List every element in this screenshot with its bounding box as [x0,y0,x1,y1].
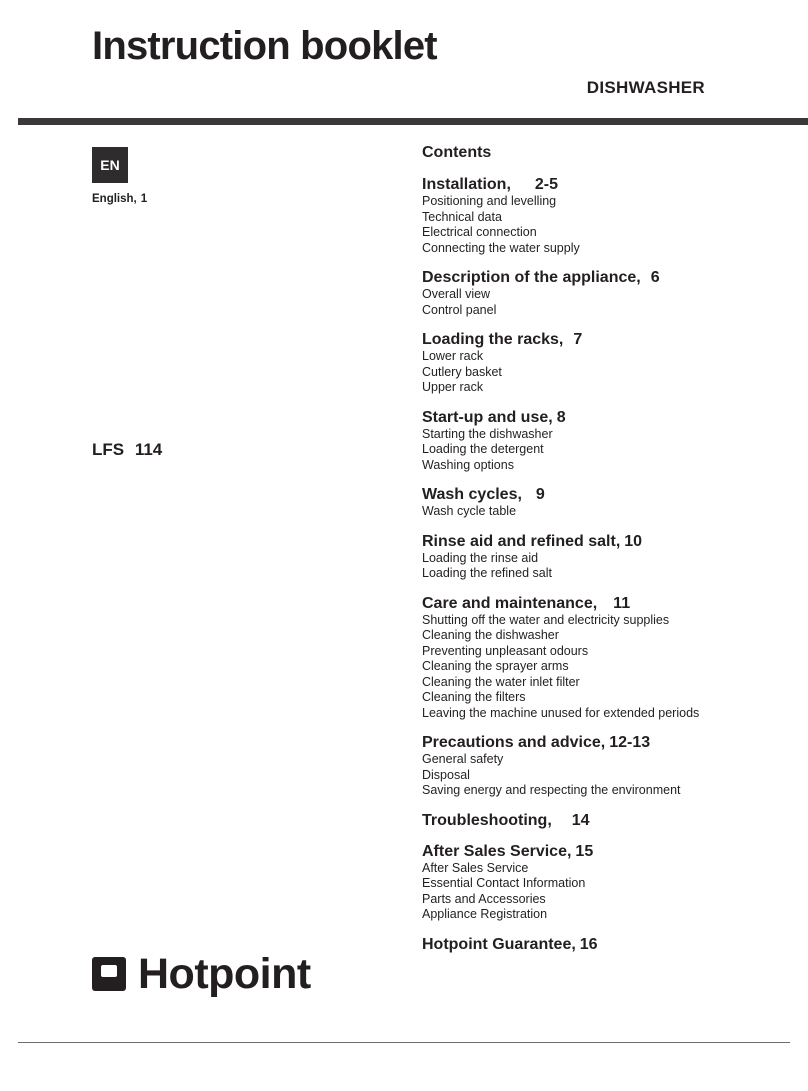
language-badge: EN [92,147,128,183]
section-page-number: 9 [535,486,545,503]
section-subitem: Parts and Accessories [422,891,546,906]
section-subitem: Upper rack [422,380,484,394]
section-subitem: Cleaning the sprayer arms [422,659,569,673]
section-title-text: Hotpoint Guarantee, [422,935,576,953]
section-title-text: Start-up and use, [422,408,553,426]
section-subitem: After Sales Service [422,860,529,875]
section-subitem: Connecting the water supply [422,240,580,255]
section-title [422,268,802,287]
section-subitem: Overall view [422,287,491,301]
brand-logo [92,950,311,998]
section-title-text: Wash cycles, [422,486,522,503]
section-subitem: Loading the detergent [422,442,544,456]
section-title-text: Loading the racks, [422,331,564,348]
section-subitem: Control panel [422,302,497,317]
contents-section [422,485,802,520]
section-subitem: Preventing unpleasant odours [422,643,589,658]
section-subitem: Lower rack [422,349,484,363]
section-subitem: Essential Contact Information [422,876,586,890]
section-title [422,532,802,551]
section-title [422,935,802,954]
contents-section [422,935,802,954]
section-title [422,733,802,752]
section-page-number: 10 [624,532,643,550]
section-title-text: Troubleshooting, [422,811,552,829]
language-name: English, [92,193,137,205]
section-subitem: Cleaning the filters [422,690,526,704]
section-page-number: 15 [575,842,594,860]
header-divider [18,118,808,125]
section-title [422,330,802,349]
section-page-number: 12-13 [609,734,651,751]
section-subitem: Starting the dishwasher [422,426,553,441]
hotpoint-logo-mark-icon [92,957,126,991]
section-title [422,485,802,504]
section-subitem: Loading the rinse aid [422,550,539,565]
contents-section [422,842,802,923]
section-subitem: Saving energy and respecting the environment [422,783,681,797]
section-title-text: Description of the appliance, [422,269,641,286]
document-title: Instruction booklet [92,24,437,68]
section-title-text: Installation, [422,176,511,193]
section-subitem: Technical data [422,209,502,224]
section-title [422,842,802,861]
section-subitem: General safety [422,752,504,766]
section-title-text: After Sales Service, [422,842,572,860]
section-title [422,408,802,427]
brand-name: Hotpoint [138,950,311,998]
section-subitem: Cutlery basket [422,364,502,379]
section-subitem: Leaving the machine unused for extended periods [422,705,700,720]
section-subitem: Wash cycle table [422,504,517,518]
section-title [422,594,802,613]
contents-section [422,733,802,799]
table-of-contents [422,143,802,966]
contents-section [422,330,802,396]
contents-section [422,594,802,722]
section-title [422,811,802,830]
section-subitem: Positioning and levelling [422,194,557,208]
section-title [422,175,802,194]
section-subitem: Loading the refined salt [422,566,552,580]
contents-section-list [422,175,802,954]
section-page-number: 11 [613,594,631,612]
section-subitem: Appliance Registration [422,907,548,921]
section-subitem: Cleaning the water inlet filter [422,674,580,689]
section-subitem: Shutting off the water and electricity supplies [422,612,670,627]
section-subitem: Cleaning the dishwasher [422,628,559,642]
model-number: LFS 114 [92,440,163,459]
section-page-number: 16 [579,935,598,953]
contents-section [422,268,802,318]
product-type: DISHWASHER [586,78,705,97]
section-subitem: Washing options [422,457,514,472]
contents-section [422,175,802,256]
section-page-number: 7 [573,331,583,348]
section-page-number: 14 [571,811,590,829]
section-title-text: Precautions and advice, [422,734,606,751]
section-subitem: Disposal [422,767,470,782]
contents-heading: Contents [422,144,492,161]
section-title-text: Care and maintenance, [422,594,598,612]
language-page-number: 1 [140,193,148,205]
contents-section [422,408,802,474]
language-page-reference [92,192,147,207]
footer-divider [18,1042,790,1043]
contents-section [422,532,802,582]
contents-section [422,811,802,830]
section-page-number: 8 [556,408,566,426]
section-page-number: 2-5 [534,176,559,193]
section-title-text: Rinse aid and refined salt, [422,532,621,550]
section-page-number: 6 [650,269,660,286]
section-subitem: Electrical connection [422,225,537,239]
